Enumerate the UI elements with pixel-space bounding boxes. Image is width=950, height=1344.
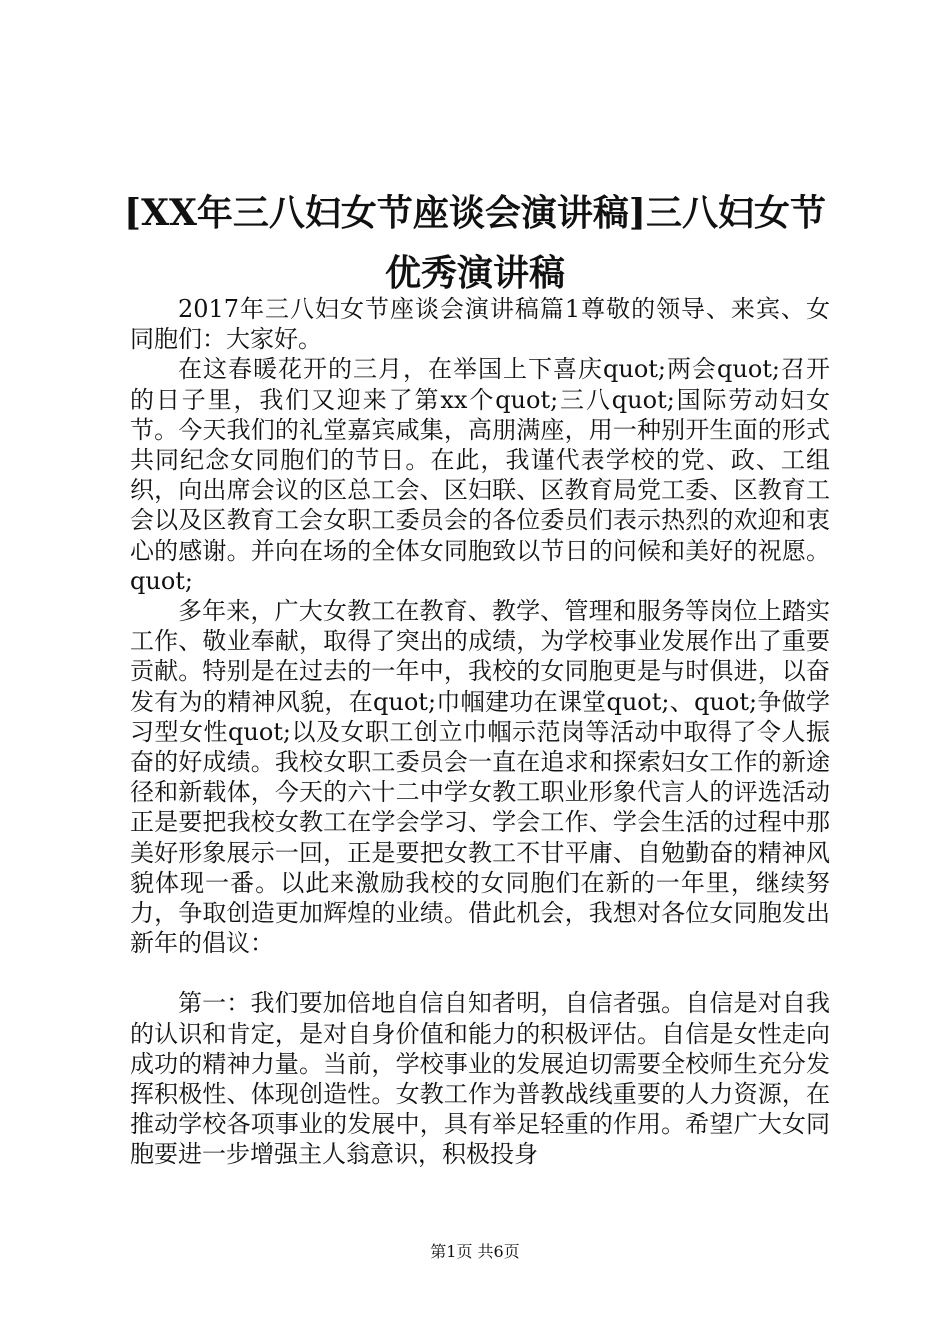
paragraph-spacer xyxy=(130,958,830,988)
title-line-1: [XX年三八妇女节座谈会演讲稿]三八妇女节 xyxy=(124,192,826,234)
document-body xyxy=(130,294,830,1170)
paragraph: 在这春暖花开的三月，在举国上下喜庆quot;两会quot;召开的日子里，我们又迎来了第xx个quot;三八quot;国际劳动妇女节。今天我们的礼堂嘉宾咸集，高朋满座，用一种别开生面的形式共同纪念女同胞们的节日。在此，我谨代表学校的党、政、工组织，向出席会议的区总工会、区妇联、区教育局党工委、区教育工会以及区教育工会女职工委员会的各位委员们表示热烈的欢迎和衷心的感谢。并向在场的全体女同胞致以节日的问候和美好的祝愿。quot; xyxy=(130,355,830,595)
paragraph: 多年来，广大女教工在教育、教学、管理和服务等岗位上踏实工作、敬业奉献，取得了突出的成绩，为学校事业发展作出了重要贡献。特别是在过去的一年中，我校的女同胞更是与时俱进，以奋发有为的精神风貌，在quot;巾帼建功在课堂quot;、quot;争做学习型女性quot;以及女职工创立巾帼示范岗等活动中取得了令人振奋的好成绩。我校女职工委员会一直在追求和探索妇女工作的新途径和新载体，今天的六十二中学女教工职业形象代言人的评选活动正是要把我校女教工在学会学习、学会工作、学会生活的过程中那美好形象展示一回，正是要把女教工不甘平庸、自勉勤奋的精神风貌体现一番。以此来激励我校的女同胞们在新的一年里，继续努力，争取创造更加辉煌的业绩。借此机会，我想对各位女同胞发出新年的倡议： xyxy=(130,597,830,958)
title-line-2: 优秀演讲稿 xyxy=(384,252,565,294)
paragraph: 2017年三八妇女节座谈会演讲稿篇1尊敬的领导、来宾、女同胞们：大家好。 xyxy=(130,295,830,354)
paragraph: 第一：我们要加倍地自信自知者明，自信者强。自信是对自我的认识和肯定，是对自身价值和能力的积极评估。自信是女性走向成功的精神力量。当前，学校事业的发展迫切需要全校师生充分发挥积极性、体现创造性。女教工作为普教战线重要的人力资源，在推动学校各项事业的发展中，具有举足轻重的作用。希望广大女同胞要进一步增强主人翁意识，积极投身 xyxy=(130,989,830,1169)
page-footer: 第1页 共6页 xyxy=(430,1242,520,1261)
document-title xyxy=(110,183,840,303)
